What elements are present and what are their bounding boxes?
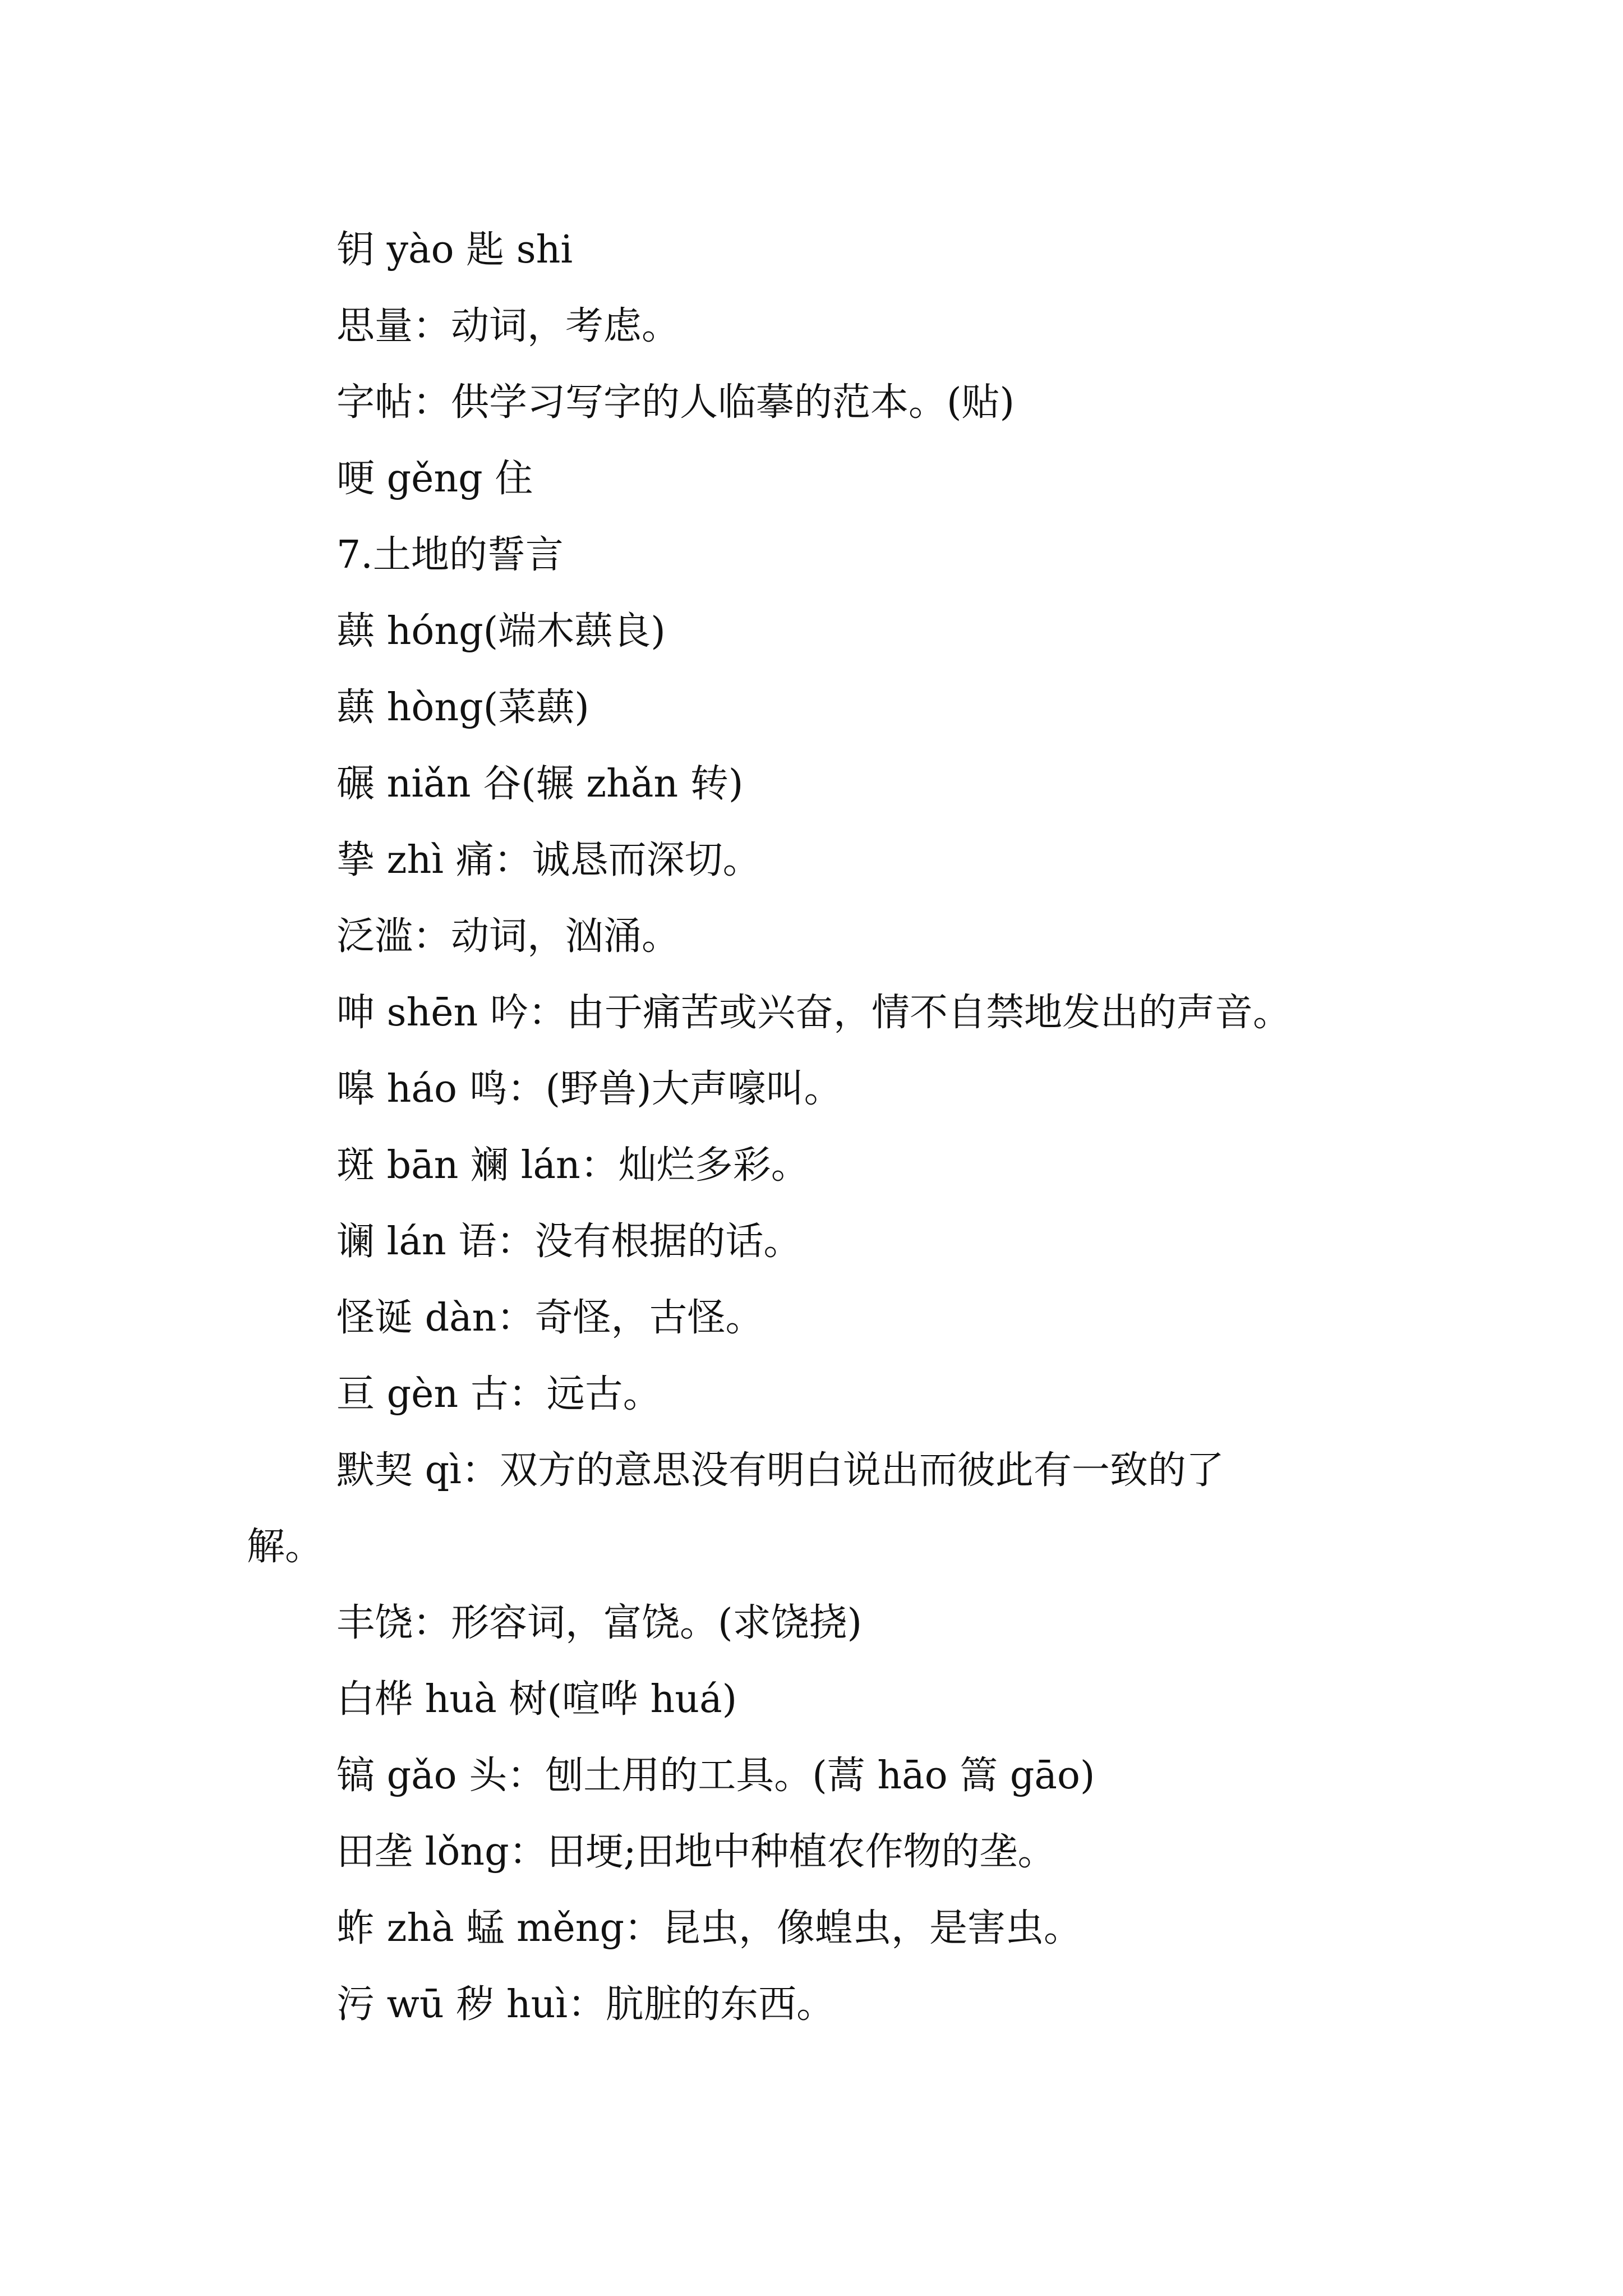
text-line: 默契 qì：双方的意思没有明白说出而彼此有一致的了 xyxy=(336,1448,1224,1493)
text-line: 白桦 huà 树(喧哗 huá) xyxy=(336,1677,737,1722)
text-line: 呻 shēn 吟：由于痛苦或兴奋，情不自禁地发出的声音。 xyxy=(336,991,1291,1035)
text-line: 丰饶：形容词，富饶。(求饶挠) xyxy=(336,1601,863,1645)
text-line: 斑 bān 斓 lán：灿烂多彩。 xyxy=(336,1143,809,1188)
text-line: 田垄 lǒng：田埂;田地中种植农作物的垄。 xyxy=(336,1830,1056,1874)
text-line: 泛滥：动词，汹涌。 xyxy=(336,914,680,959)
text-line: 钥 yào 匙 shi xyxy=(336,228,573,272)
text-line: 蕻 hóng(端木蕻良) xyxy=(336,609,666,654)
text-line: 亘 gèn 古：远古。 xyxy=(336,1372,661,1416)
text-line: 蕻 hòng(菜蕻) xyxy=(336,685,589,730)
vocabulary-notes xyxy=(247,212,1391,2043)
text-line: 蚱 zhà 蜢 měng：昆虫，像蝗虫，是害虫。 xyxy=(336,1906,1082,1950)
text-line-continuation: 解。 xyxy=(247,1525,324,1569)
section-heading: 7.土地的誓言 xyxy=(336,533,564,577)
text-line: 嗥 háo 鸣：(野兽)大声嚎叫。 xyxy=(336,1067,842,1111)
text-line: 怪诞 dàn：奇怪，古怪。 xyxy=(336,1296,764,1340)
text-line: 字帖：供学习写字的人临摹的范本。(贴) xyxy=(336,380,1015,425)
text-line: 碾 niǎn 谷(辗 zhǎn 转) xyxy=(336,762,744,806)
text-line: 污 wū 秽 huì：肮脏的东西。 xyxy=(336,1982,835,2027)
text-line: 镐 gǎo 头：刨土用的工具。(蒿 hāo 篙 gāo) xyxy=(336,1754,1095,1798)
text-line: 哽 gěng 住 xyxy=(336,457,533,501)
text-line: 思量：动词，考虑。 xyxy=(336,304,680,348)
text-line: 谰 lán 语：没有根据的话。 xyxy=(336,1220,802,1264)
text-line: 挚 zhì 痛：诚恳而深切。 xyxy=(336,838,761,882)
